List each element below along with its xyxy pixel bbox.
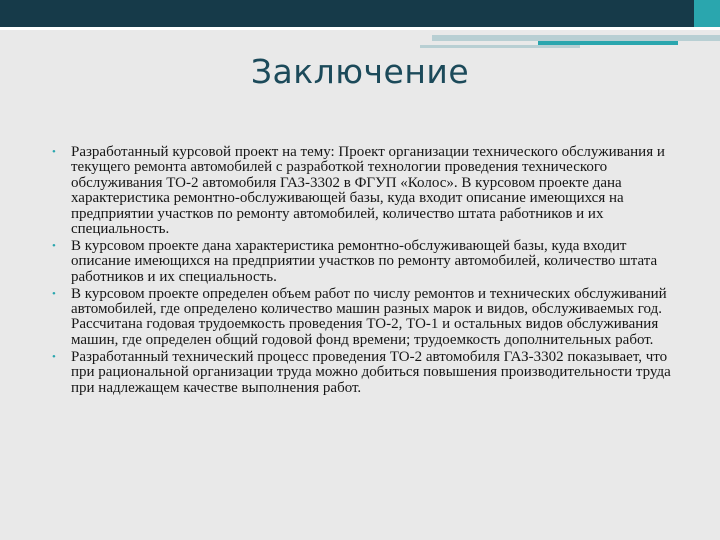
bullet-list xyxy=(52,145,682,398)
bullet-text: Разработанный курсовой проект на тему: Проект организации технического обслуживания и текущего ремонта автомобилей с разработкой технологии проведения технического обслуживания ТО-2 автомобиля ГАЗ-3302 в ФГУП «Колос». В курсовом проекте дана характеристика ремонтно-обслуживающей базы, куда входит описание имеющихся на предприятии участков по ремонту автомобилей, количество штата работников и их специальность. xyxy=(71,144,665,238)
bullet-text: Разработанный технический процесс проведения ТО-2 автомобиля ГАЗ-3302 показывает, что при рациональной организации труда можно добиться повышения производительности труда при надлежащем качестве выполнения работ. xyxy=(71,348,671,396)
header-accent-bar xyxy=(694,0,720,27)
bullet-text: В курсовом проекте дана характеристика ремонтно-обслуживающей базы, куда входит описание имеющихся на предприятии участков по ремонту автомобилей, количество штата работников и их специальность. xyxy=(71,237,658,285)
header-dark-bar xyxy=(0,0,694,27)
slide-title: Заключение xyxy=(250,52,470,91)
decorative-stripe xyxy=(420,45,580,48)
bullet-icon: • xyxy=(52,146,56,158)
bullet-icon: • xyxy=(52,350,56,363)
bullet-icon: • xyxy=(52,287,56,300)
bullet-icon: • xyxy=(52,239,56,252)
bullet-item xyxy=(52,145,682,237)
bullet-item xyxy=(52,239,682,285)
bullet-item xyxy=(52,287,682,349)
bullet-text: В курсовом проекте определен объем работ по числу ремонтов и технических обслуживаний автомобилей, где определено количество машин разных марок и видов, обслуживаемых год. Рассчитана годовая трудоемкость проведения ТО-2, ТО-1 и остальных видов обслуживания машин, где определен общий годовой фонд времени; трудоемкость дополнительных работ. xyxy=(71,285,667,348)
bullet-item xyxy=(52,350,682,396)
header-band xyxy=(0,0,720,30)
